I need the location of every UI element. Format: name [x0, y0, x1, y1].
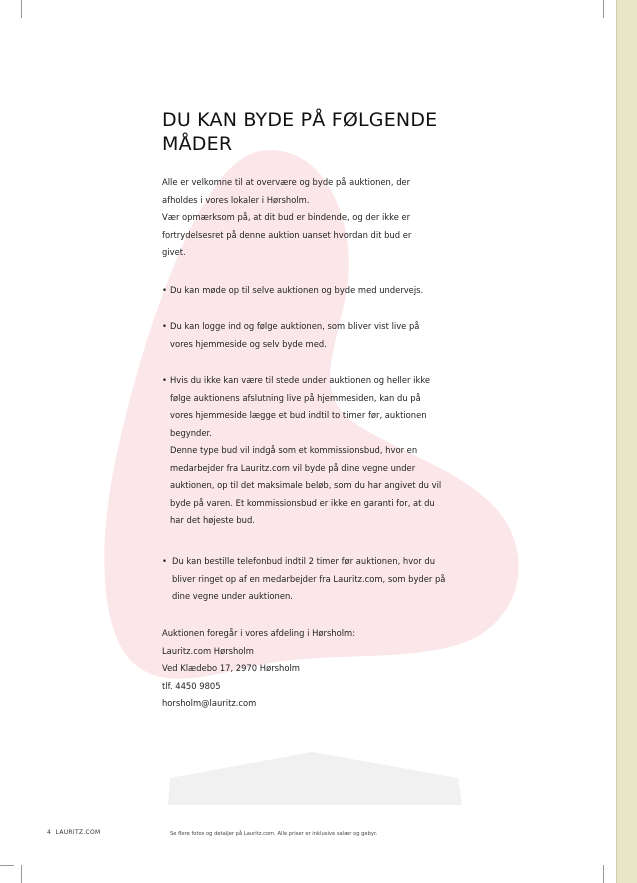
- footer-note: Se flere fotos og detaljer på Lauritz.com. Alle priser er inklusive salær og gebyr.: [170, 831, 378, 837]
- intro-line: afholdes i vores lokaler i Hørsholm.: [162, 194, 310, 205]
- intro-paragraph: [162, 174, 482, 262]
- email-link[interactable]: horsholm@lauritz.com: [162, 698, 257, 708]
- bullet-line: Denne type bud vil indgå som et kommissionsbud, hvor en: [170, 445, 418, 455]
- address-line: Lauritz.com Hørsholm: [162, 645, 254, 656]
- bullet-line: har det højeste bud.: [170, 515, 255, 525]
- bullet-line: auktionen, op til det maksimale beløb, som du har angivet du vil: [170, 480, 442, 490]
- page-number: 4: [47, 829, 52, 836]
- bullet-line: Du kan logge ind og følge auktionen, som bliver vist live på: [170, 321, 420, 331]
- intro-line: fortrydelsesret på denne auktion uanset hvordan dit bud er: [162, 229, 412, 240]
- bullet-symbol: •: [162, 321, 167, 331]
- bullet-line: byde på varen. Et kommissionsbud er ikke en garanti for, at du: [170, 497, 435, 508]
- bullet-line: følge auktionens afslutning live på hjemmesiden, kan du på: [170, 392, 421, 403]
- address-block: [162, 625, 482, 713]
- bullet-symbol: •: [162, 375, 167, 385]
- bullet-line: Du kan bestille telefonbud indtil 2 timer før auktionen, hvor du: [172, 556, 436, 566]
- address-line: Ved Klædebo 17, 2970 Hørsholm: [162, 663, 300, 673]
- footer-brand: [47, 829, 101, 836]
- bullet-symbol: •: [162, 556, 167, 566]
- page-edge-strip: [616, 0, 637, 883]
- bullet-symbol: •: [162, 285, 167, 295]
- bullet-line: dine vegne under auktionen.: [172, 591, 293, 601]
- bullet-line: medarbejder fra Lauritz.com vil byde på dine vegne under: [170, 462, 416, 473]
- bullet-line: bliver ringet op af en medarbejder fra Lauritz.com, som byder på: [172, 573, 446, 584]
- page-title: [162, 108, 462, 156]
- intro-line: Vær opmærksom på, at dit bud er bindende, og der ikke er: [162, 212, 411, 222]
- intro-line: givet.: [162, 247, 186, 257]
- bullet-line: vores hjemmeside og selv byde med.: [170, 338, 327, 349]
- intro-line: Alle er velkomne til at overvære og byde på auktionen, der: [162, 177, 411, 187]
- address-line: Auktionen foregår i vores afdeling i Hørsholm:: [162, 628, 356, 638]
- brand-name: LAURITZ.COM: [55, 829, 101, 836]
- chair-base-shape: [168, 752, 462, 805]
- title-line: MÅDER: [162, 133, 233, 155]
- bullet-line: Hvis du ikke kan være til stede under auktionen og heller ikke: [170, 375, 431, 385]
- bullet-line: begynder.: [170, 427, 212, 438]
- title-line: DU KAN BYDE PÅ FØLGENDE: [162, 109, 438, 131]
- address-line: tlf. 4450 9805: [162, 680, 221, 691]
- bullet-line: vores hjemmeside lægge et bud indtil to timer før, auktionen: [170, 410, 427, 420]
- bullet-line: Du kan møde op til selve auktionen og byde med undervejs.: [170, 285, 424, 295]
- page-edge-line: [616, 0, 617, 883]
